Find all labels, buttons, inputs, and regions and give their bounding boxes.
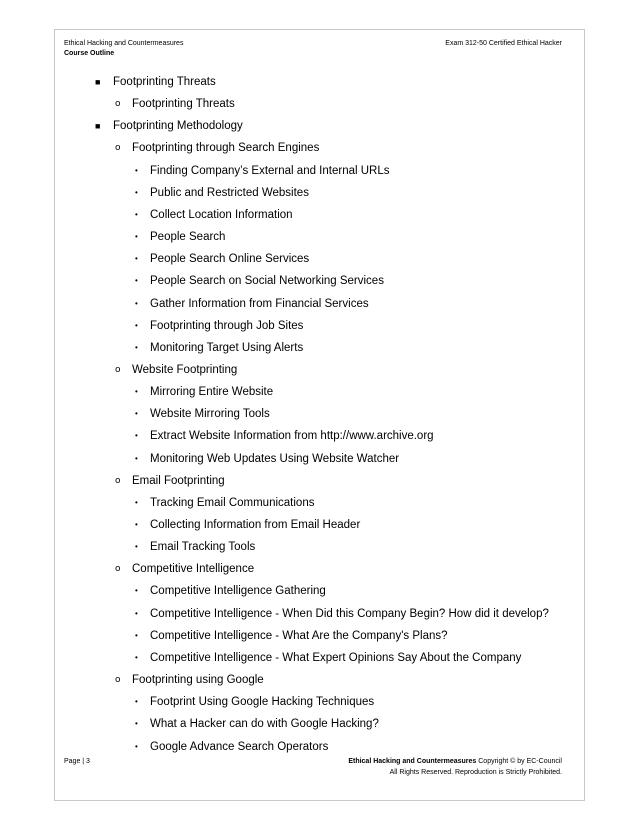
outline-item-text: Mirroring Entire Website — [150, 386, 274, 398]
dot-bullet-icon: • — [135, 542, 138, 551]
dot-bullet-icon: • — [135, 653, 138, 662]
outline-item-text: Footprinting using Google — [132, 674, 264, 686]
outline-item-text: Footprinting Threats — [113, 76, 216, 88]
dot-bullet-icon: • — [135, 276, 138, 285]
dot-bullet-icon: • — [135, 431, 138, 440]
footer-page-number: Page | 3 — [64, 758, 90, 765]
outline-item-text: Public and Restricted Websites — [150, 187, 309, 199]
dot-bullet-icon: • — [135, 697, 138, 706]
outline-item-text: Gather Information from Financial Services — [150, 298, 369, 310]
outline-item-text: Collecting Information from Email Header — [150, 519, 361, 531]
dot-bullet-icon: • — [135, 520, 138, 529]
footer-copyright-text: Copyright © by EC-Council — [476, 758, 562, 765]
dot-bullet-icon: • — [135, 586, 138, 595]
circle-bullet-icon: o — [115, 675, 121, 685]
dot-bullet-icon: • — [135, 232, 138, 241]
dot-bullet-icon: • — [135, 498, 138, 507]
circle-bullet-icon: o — [115, 564, 121, 574]
dot-bullet-icon: • — [135, 188, 138, 197]
header-exam-title: Exam 312-50 Certified Ethical Hacker — [445, 40, 562, 47]
outline-item-text: Email Tracking Tools — [150, 541, 256, 553]
outline-item-text: Monitoring Target Using Alerts — [150, 342, 304, 354]
outline-item-text: Footprinting through Job Sites — [150, 320, 304, 332]
footer-copyright — [348, 757, 562, 766]
outline-item-text: Competitive Intelligence - What Expert Opinions Say About the Company — [150, 652, 522, 664]
outline-item-text: People Search — [150, 231, 226, 243]
outline-item-text: Google Advance Search Operators — [150, 741, 329, 753]
outline-item-text: Competitive Intelligence - What Are the Company's Plans? — [150, 630, 448, 642]
outline-item-text: Competitive Intelligence Gathering — [150, 585, 326, 597]
outline-item-text: Competitive Intelligence - When Did this Company Begin? How did it develop? — [150, 608, 549, 620]
dot-bullet-icon: • — [135, 343, 138, 352]
circle-bullet-icon: o — [115, 365, 121, 375]
header-course-title: Ethical Hacking and Countermeasures — [64, 40, 184, 47]
dot-bullet-icon: • — [135, 299, 138, 308]
outline-item-text: People Search on Social Networking Services — [150, 275, 384, 287]
dot-bullet-icon: • — [135, 387, 138, 396]
circle-bullet-icon: o — [115, 143, 121, 153]
dot-bullet-icon: • — [135, 631, 138, 640]
dot-bullet-icon: • — [135, 742, 138, 751]
header-subtitle: Course Outline — [64, 50, 115, 57]
outline-item-text: Footprint Using Google Hacking Techniques — [150, 696, 375, 708]
dot-bullet-icon: • — [135, 321, 138, 330]
outline-item-text: Collect Location Information — [150, 209, 293, 221]
outline-item-text: Footprinting Methodology — [113, 120, 243, 132]
square-bullet-icon: ■ — [95, 77, 101, 87]
outline-item-text: Email Footprinting — [132, 475, 225, 487]
dot-bullet-icon: • — [135, 254, 138, 263]
dot-bullet-icon: • — [135, 609, 138, 618]
outline-item-text: Tracking Email Communications — [150, 497, 315, 509]
outline-item-text: Website Footprinting — [132, 364, 238, 376]
outline-item-text: Footprinting Threats — [132, 98, 235, 110]
outline-item-text: Extract Website Information from http://www.archive.org — [150, 430, 434, 442]
outline-item-text: Monitoring Web Updates Using Website Watcher — [150, 453, 400, 465]
circle-bullet-icon: o — [115, 99, 121, 109]
dot-bullet-icon: • — [135, 409, 138, 418]
square-bullet-icon: ■ — [95, 121, 101, 131]
outline-item-text: People Search Online Services — [150, 253, 310, 265]
footer-copyright-title: Ethical Hacking and Countermeasures — [348, 758, 477, 765]
dot-bullet-icon: • — [135, 166, 138, 175]
dot-bullet-icon: • — [135, 454, 138, 463]
outline-item-text: What a Hacker can do with Google Hacking? — [150, 718, 379, 730]
circle-bullet-icon: o — [115, 476, 121, 486]
outline-item-text: Competitive Intelligence — [132, 563, 255, 575]
outline-item-text: Website Mirroring Tools — [150, 408, 270, 420]
dot-bullet-icon: • — [135, 210, 138, 219]
footer-rights: All Rights Reserved. Reproduction is Strictly Prohibited. — [389, 769, 562, 776]
outline-item-text: Finding Company’s External and Internal URLs — [150, 165, 390, 177]
dot-bullet-icon: • — [135, 719, 138, 728]
outline-item-text: Footprinting through Search Engines — [132, 142, 320, 154]
